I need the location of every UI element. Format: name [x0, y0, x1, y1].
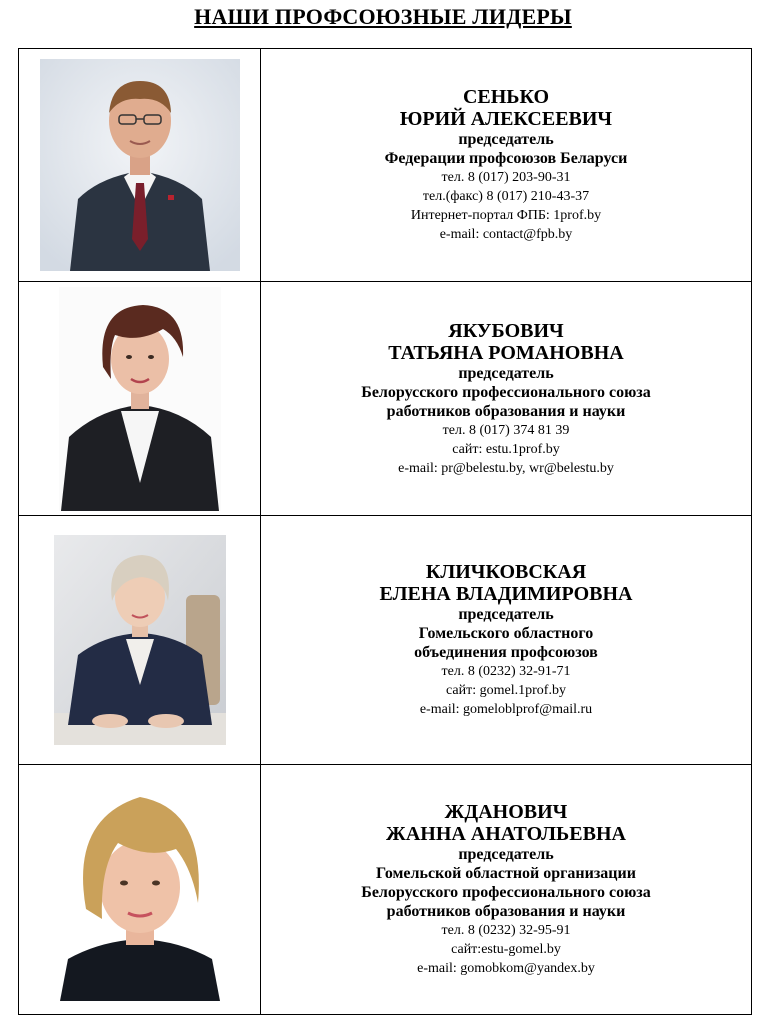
leader-org-line: Гомельской областной организации [376, 865, 636, 882]
leader-org-line: Белорусского профессионального союза [361, 383, 651, 401]
leader-surname: СЕНЬКО [462, 86, 550, 108]
leader-org-line: Белорусского профессионального союза [361, 884, 651, 901]
leader-org-line: работников образования и науки [386, 903, 626, 920]
photo-cell [19, 282, 261, 516]
leader-site: Интернет-портал ФПБ: 1prof.by [410, 208, 602, 223]
leader-email: e-mail: contact@fpb.by [439, 227, 573, 242]
leader-given-name: ЮРИЙ АЛЕКСЕЕВИЧ [399, 108, 613, 130]
leader-role: председатель [458, 606, 554, 623]
portrait-man-suit-icon [40, 59, 240, 271]
leader-photo [54, 535, 226, 745]
photo-cell [19, 516, 261, 765]
leader-org-line: объединения профсоюзов [414, 644, 598, 661]
leader-given-name: ЕЛЕНА ВЛАДИМИРОВНА [379, 583, 633, 605]
leader-phone: тел. 8 (0232) 32-91-71 [441, 664, 571, 679]
photo-cell [19, 765, 261, 1015]
leader-given-name: ТАТЬЯНА РОМАНОВНА [388, 341, 624, 364]
leader-role: председатель [458, 131, 554, 148]
leader-photo [40, 59, 240, 271]
info-cell [261, 516, 752, 765]
leader-phone: тел. 8 (017) 203-90-31 [441, 170, 571, 185]
info-cell [261, 765, 752, 1015]
portrait-woman-dark-jacket-icon [59, 287, 221, 511]
leader-row [19, 516, 752, 765]
leaders-table [18, 48, 752, 1015]
leader-email: e-mail: pr@belestu.by, wr@belestu.by [398, 460, 614, 476]
leader-site: сайт: gomel.1prof.by [446, 683, 566, 698]
leader-site: сайт: estu.1prof.by [452, 441, 560, 457]
photo-cell [19, 49, 261, 282]
info-cell [261, 49, 752, 282]
leader-phone: тел. 8 (017) 374 81 39 [442, 422, 570, 438]
leader-phone: тел. 8 (0232) 32-95-91 [441, 923, 571, 938]
leader-surname: ЖДАНОВИЧ [444, 801, 568, 823]
leader-org-line: работников образования и науки [386, 402, 626, 420]
leader-photo [56, 779, 224, 1001]
leader-row [19, 765, 752, 1015]
leader-surname: ЯКУБОВИЧ [448, 319, 564, 342]
leader-email: e-mail: gomobkom@yandex.by [417, 961, 595, 976]
leader-photo [59, 287, 221, 511]
leader-role: председатель [458, 364, 554, 382]
leader-given-name: ЖАННА АНАТОЛЬЕВНА [386, 823, 626, 845]
leader-row [19, 282, 752, 516]
portrait-woman-at-desk-icon [54, 535, 226, 745]
info-cell [261, 282, 752, 516]
leader-email: e-mail: gomeloblprof@mail.ru [419, 702, 593, 717]
leader-row [19, 49, 752, 282]
leader-org-line: Федерации профсоюзов Беларуси [384, 150, 628, 167]
leader-role: председатель [458, 846, 554, 863]
portrait-woman-blonde-icon [56, 779, 224, 1001]
leader-fax: тел.(факс) 8 (017) 210-43-37 [422, 189, 590, 204]
page-title: НАШИ ПРОФСОЮЗНЫЕ ЛИДЕРЫ [194, 4, 572, 29]
leader-site: сайт:estu-gomel.by [451, 942, 561, 957]
leader-surname: КЛИЧКОВСКАЯ [425, 561, 587, 583]
leader-org-line: Гомельского областного [418, 625, 594, 642]
